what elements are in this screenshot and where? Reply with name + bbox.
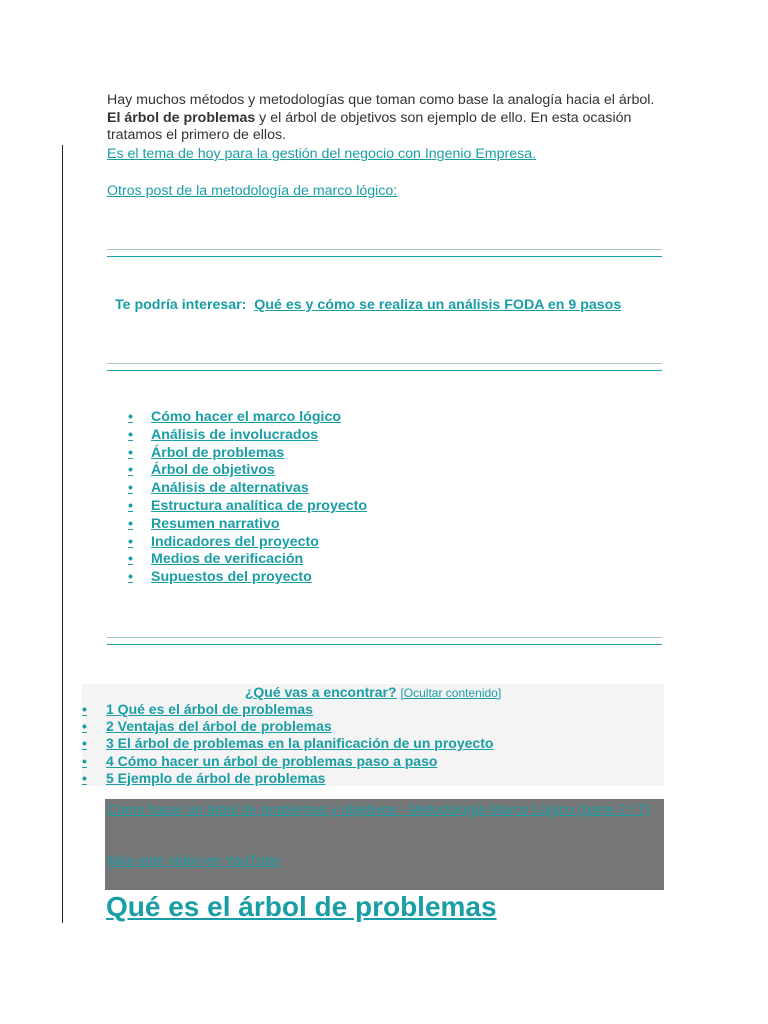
bullet: • bbox=[128, 497, 133, 514]
video-title-link[interactable]: Cómo hacer un árbol de problemas y objetivos - Metodología Marco Lógico (parte 2 / 7) bbox=[107, 801, 651, 817]
list-item bbox=[128, 516, 367, 534]
bullet: • bbox=[128, 444, 133, 461]
list-item bbox=[128, 462, 367, 480]
section-heading-link[interactable]: Qué es el árbol de problemas bbox=[106, 891, 497, 922]
table-of-contents bbox=[82, 684, 664, 786]
toc-title[interactable]: ¿Qué vas a encontrar? bbox=[244, 684, 397, 700]
intro-bold-term: El árbol de problemas bbox=[107, 109, 256, 126]
bullet: • bbox=[82, 718, 87, 735]
bullet: • bbox=[82, 752, 87, 769]
toc-link[interactable]: 3 El árbol de problemas en la planificación de un proyecto bbox=[106, 735, 494, 752]
list-item bbox=[128, 551, 367, 569]
method-link[interactable]: Árbol de objetivos bbox=[151, 462, 275, 479]
toc-list bbox=[82, 701, 493, 787]
related-post-label: Te podría interesar: bbox=[115, 297, 247, 313]
list-item bbox=[82, 770, 493, 787]
toc-link[interactable]: 2 Ventajas del árbol de problemas bbox=[106, 718, 332, 735]
list-item bbox=[128, 480, 367, 498]
toc-header bbox=[82, 684, 664, 700]
list-item bbox=[128, 427, 367, 445]
method-link[interactable]: Cómo hacer el marco lógico bbox=[151, 409, 342, 425]
left-margin-line bbox=[62, 145, 63, 923]
bullet: • bbox=[82, 769, 87, 786]
bullet: • bbox=[128, 480, 133, 497]
bullet: • bbox=[128, 569, 133, 586]
list-item bbox=[82, 753, 493, 770]
list-item bbox=[128, 498, 367, 516]
method-link[interactable]: Estructura analítica de proyecto bbox=[151, 497, 368, 514]
list-item bbox=[128, 534, 367, 552]
intro-text-2: y el árbol de objetivos son ejemplo de ello. En esta ocasión tratamos el primero de ellos. bbox=[107, 109, 632, 143]
method-link[interactable]: Indicadores del proyecto bbox=[151, 533, 319, 550]
divider-1 bbox=[107, 249, 662, 257]
other-posts-link[interactable]: Otros post de la metodología de marco lógico: bbox=[107, 183, 398, 199]
bullet: • bbox=[128, 515, 133, 532]
method-link[interactable]: Supuestos del proyecto bbox=[151, 569, 312, 586]
intro-text-1: Hay muchos métodos y metodologías que toman como base la analogía hacia el árbol. bbox=[107, 92, 655, 108]
method-link[interactable]: Árbol de problemas bbox=[151, 444, 285, 461]
list-item bbox=[128, 569, 367, 587]
method-link[interactable]: Análisis de alternativas bbox=[151, 480, 309, 497]
toc-link[interactable]: 4 Cómo hacer un árbol de problemas paso a paso bbox=[106, 752, 438, 769]
section-heading bbox=[106, 891, 497, 923]
toc-link[interactable]: 5 Ejemplo de árbol de problemas bbox=[106, 769, 326, 786]
divider-2 bbox=[107, 363, 662, 371]
youtube-link[interactable]: Mira este video en YouTube bbox=[107, 852, 281, 868]
method-links-list bbox=[128, 409, 367, 587]
bullet: • bbox=[82, 735, 87, 752]
bullet: • bbox=[128, 533, 133, 550]
divider-3 bbox=[107, 637, 662, 645]
toc-link[interactable]: 1 Qué es el árbol de problemas bbox=[106, 701, 313, 717]
video-embed[interactable] bbox=[105, 799, 664, 890]
list-item bbox=[128, 409, 367, 427]
topic-link[interactable]: Es el tema de hoy para la gestión del negocio con Ingenio Empresa. bbox=[107, 146, 537, 162]
list-item bbox=[82, 735, 493, 752]
bullet: • bbox=[128, 426, 133, 443]
list-item bbox=[82, 701, 493, 718]
list-item bbox=[128, 445, 367, 463]
bullet: • bbox=[82, 701, 87, 717]
method-link[interactable]: Análisis de involucrados bbox=[151, 426, 319, 443]
bullet: • bbox=[128, 551, 133, 568]
related-post-link[interactable]: Qué es y cómo se realiza un análisis FODA en 9 pasos bbox=[254, 297, 622, 313]
list-item bbox=[82, 718, 493, 735]
bullet: • bbox=[128, 409, 133, 425]
toc-toggle[interactable]: [Ocultar contenido] bbox=[400, 686, 502, 700]
related-post bbox=[115, 297, 621, 313]
method-link[interactable]: Medios de verificación bbox=[151, 551, 304, 568]
intro-paragraph bbox=[107, 92, 659, 145]
bullet: • bbox=[128, 462, 133, 479]
method-link[interactable]: Resumen narrativo bbox=[151, 515, 280, 532]
